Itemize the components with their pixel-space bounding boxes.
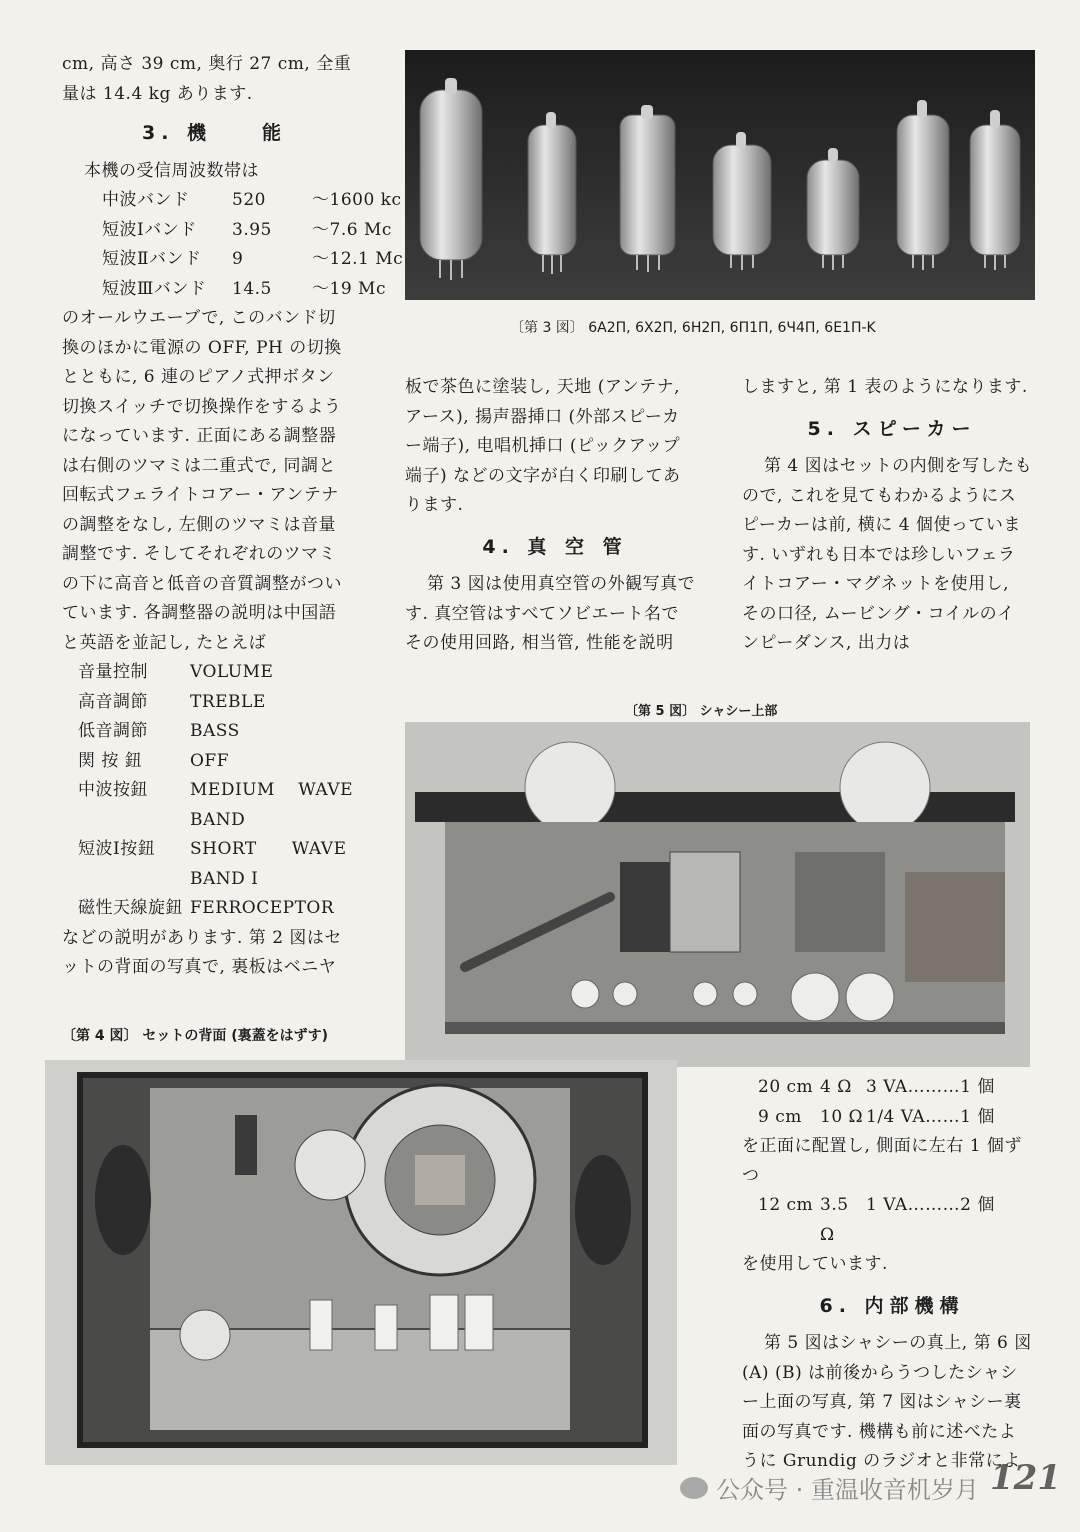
body-line: と英語を並記し, たとえば	[62, 632, 267, 653]
chassis-top-image	[405, 722, 1030, 1067]
body-line: す. 真空管はすべてソビエート名で	[405, 603, 679, 624]
section-4-heading: 4. 真 空 管	[482, 535, 628, 558]
body-line: 端子) などの文字が白く印刷してあ	[405, 465, 681, 486]
set-interior-image	[45, 1060, 677, 1465]
figure-5-caption: 〔第 5 図〕 シャシー上部	[625, 704, 778, 719]
page-number: 121	[990, 1458, 1061, 1498]
body-line: イトコアー・マグネットを使用し,	[742, 574, 1010, 594]
left-column	[62, 50, 404, 983]
body-line: ットの背面の写真で, 裏板はベニヤ	[62, 957, 337, 977]
speaker-impedance: 4 Ω	[820, 1077, 852, 1097]
body-line: す. いずれも日本では珍しいフェラ	[742, 544, 1016, 565]
dict-en: VOLUME	[190, 662, 274, 682]
vacuum-tubes-image	[405, 50, 1035, 300]
speaker-size: 9 cm	[758, 1106, 802, 1127]
band-to: 〜7.6 Mc	[312, 219, 392, 240]
dict-zh: 中波按鈕	[78, 780, 148, 800]
body-line: を正面に配置し, 側面に左右 1 個ず	[742, 1136, 1022, 1156]
watermark-text: 公众号 · 重温收音机岁月	[716, 1476, 979, 1504]
band-table	[62, 186, 404, 304]
dict-zh: 関 按 鈕	[78, 750, 143, 771]
speaker-size: 12 cm	[758, 1195, 814, 1215]
band-to: 〜1600 kc	[312, 190, 402, 210]
body-line: ンピーダンス, 出力は	[742, 633, 911, 653]
speaker-spec-list	[742, 1191, 1042, 1250]
body-line: ので, これを見てもわかるようにス	[742, 485, 1017, 506]
section-5-heading: 5. スピーカー	[807, 417, 977, 440]
dict-zh: 高音調節	[78, 691, 148, 712]
body-line: アース), 揚声器挿口 (外部スピーカ	[405, 406, 680, 427]
dict-zh: 低音調節	[78, 721, 148, 741]
body-line: のオールウエーブで, このバンド切	[62, 308, 336, 328]
body-line: 回転式フェライトコアー・アンテナ	[62, 485, 339, 505]
figure-5-chassis-photo	[405, 722, 1030, 1067]
wechat-icon	[680, 1477, 708, 1499]
control-dictionary	[62, 658, 367, 924]
dict-en: MEDIUM WAVE BAND	[190, 780, 354, 830]
body-line: その口径, ムービング・コイルのイ	[742, 603, 1015, 624]
body-line: 換のほかに電源の OFF, PH の切換	[62, 337, 342, 358]
dict-en: SHORT WAVE BAND Ⅰ	[190, 839, 347, 889]
body-line: 第 3 図は使用真空管の外観写真で	[427, 574, 696, 594]
band-from: 14.5	[232, 278, 272, 299]
body-line: ー端子), 电唱机挿口 (ピックアップ	[405, 436, 681, 456]
body-line: 第 5 図はシャシーの真上, 第 6 図	[764, 1333, 1032, 1353]
body-line: 切換スイッチで切換操作をするよう	[62, 396, 342, 417]
body-line: 面の写真です. 機構も前に述べたよ	[742, 1421, 1017, 1442]
dict-zh: 磁性天線旋鈕	[78, 898, 183, 918]
band-name: 短波Ⅰバンド	[102, 219, 197, 240]
body-line: ピーカーは前, 横に 4 個使っていま	[742, 515, 1021, 535]
speaker-size: 20 cm	[758, 1077, 814, 1097]
speaker-output: 1/4 VA……1 個	[866, 1106, 995, 1127]
middle-column	[405, 373, 705, 659]
body-line: しますと, 第 1 表のようになります.	[742, 377, 1028, 397]
band-name: 中波バンド	[102, 190, 190, 210]
body-line: は右側のツマミは二重式で, 同調と	[62, 455, 336, 476]
bands-intro: 本機の受信周波数帯は	[84, 160, 259, 181]
dict-en: TREBLE	[190, 691, 266, 712]
body-line: の下に高音と低音の音質調整がつい	[62, 573, 342, 594]
body-line: ります.	[405, 495, 464, 515]
body-line: を使用しています.	[742, 1254, 888, 1274]
body-line: 調整です. そしてそれぞれのツマミ	[62, 544, 336, 564]
dict-en: BASS	[190, 721, 240, 741]
figure-3-caption: 〔第 3 図〕 6A2П, 6X2П, 6H2П, 6П1П, 6Ч4П, 6E1П-K	[510, 320, 876, 336]
body-line: ています. 各調整器の説明は中国語	[62, 603, 337, 623]
body-line: その使用回路, 相当管, 性能を説明	[405, 633, 674, 653]
dict-zh: 短波Ⅰ按鈕	[78, 839, 156, 859]
figure-4-set-back-photo	[45, 1060, 677, 1465]
body-line: 第 4 図はセットの内側を写したも	[764, 456, 1033, 476]
body-line: の調整をなし, 左側のツマミは音量	[62, 514, 336, 535]
bottom-right-column	[742, 1073, 1042, 1477]
body-line: になっています. 正面にある調整器	[62, 426, 337, 446]
section-6-heading: 6. 内部機構	[819, 1294, 965, 1317]
band-to: 〜12.1 Mc	[312, 249, 404, 269]
body-line: とともに, 6 連のピアノ式押ボタン	[62, 367, 335, 387]
right-column	[742, 373, 1042, 659]
body-line: うに Grundig のラジオと非常によ	[742, 1451, 1021, 1471]
speaker-impedance: 3.5 Ω	[820, 1195, 849, 1245]
body-line: 板で茶色に塗装し, 天地 (アンテナ,	[405, 377, 681, 397]
band-to: 〜19 Mc	[312, 278, 386, 299]
body-line: ー上面の写真, 第 7 図はシャシー裏	[742, 1392, 1022, 1412]
section-3-heading: 3. 機 能	[141, 122, 288, 144]
watermark	[680, 1470, 979, 1505]
band-name: 短波Ⅱバンド	[102, 249, 202, 269]
dims-line: cm, 高さ 39 cm, 奥行 27 cm, 全重	[62, 54, 352, 74]
speaker-output: 1 VA………2 個	[866, 1195, 995, 1215]
dict-zh: 音量控制	[78, 662, 148, 682]
dict-en: FERROCEPTOR	[190, 898, 335, 918]
speaker-impedance: 10 Ω	[820, 1106, 864, 1127]
band-name: 短波Ⅲバンド	[102, 278, 207, 299]
band-from: 520	[232, 190, 266, 210]
speaker-output: 3 VA………1 個	[866, 1077, 995, 1097]
body-line: つ	[742, 1165, 760, 1186]
body-line: などの説明があります. 第 2 図はセ	[62, 927, 342, 948]
speaker-spec-list	[742, 1073, 1042, 1132]
figure-4-caption: 〔第 4 図〕 セットの背面 (裏蓋をはずす)	[62, 1028, 329, 1044]
dims-line: 量は 14.4 kg あります.	[62, 83, 253, 104]
body-line: (A) (B) は前後からうつしたシャシ	[742, 1362, 1018, 1383]
band-from: 3.95	[232, 219, 272, 240]
figure-3-tubes-photo	[405, 50, 1035, 300]
band-from: 9	[232, 249, 244, 269]
dict-en: OFF	[190, 750, 230, 771]
